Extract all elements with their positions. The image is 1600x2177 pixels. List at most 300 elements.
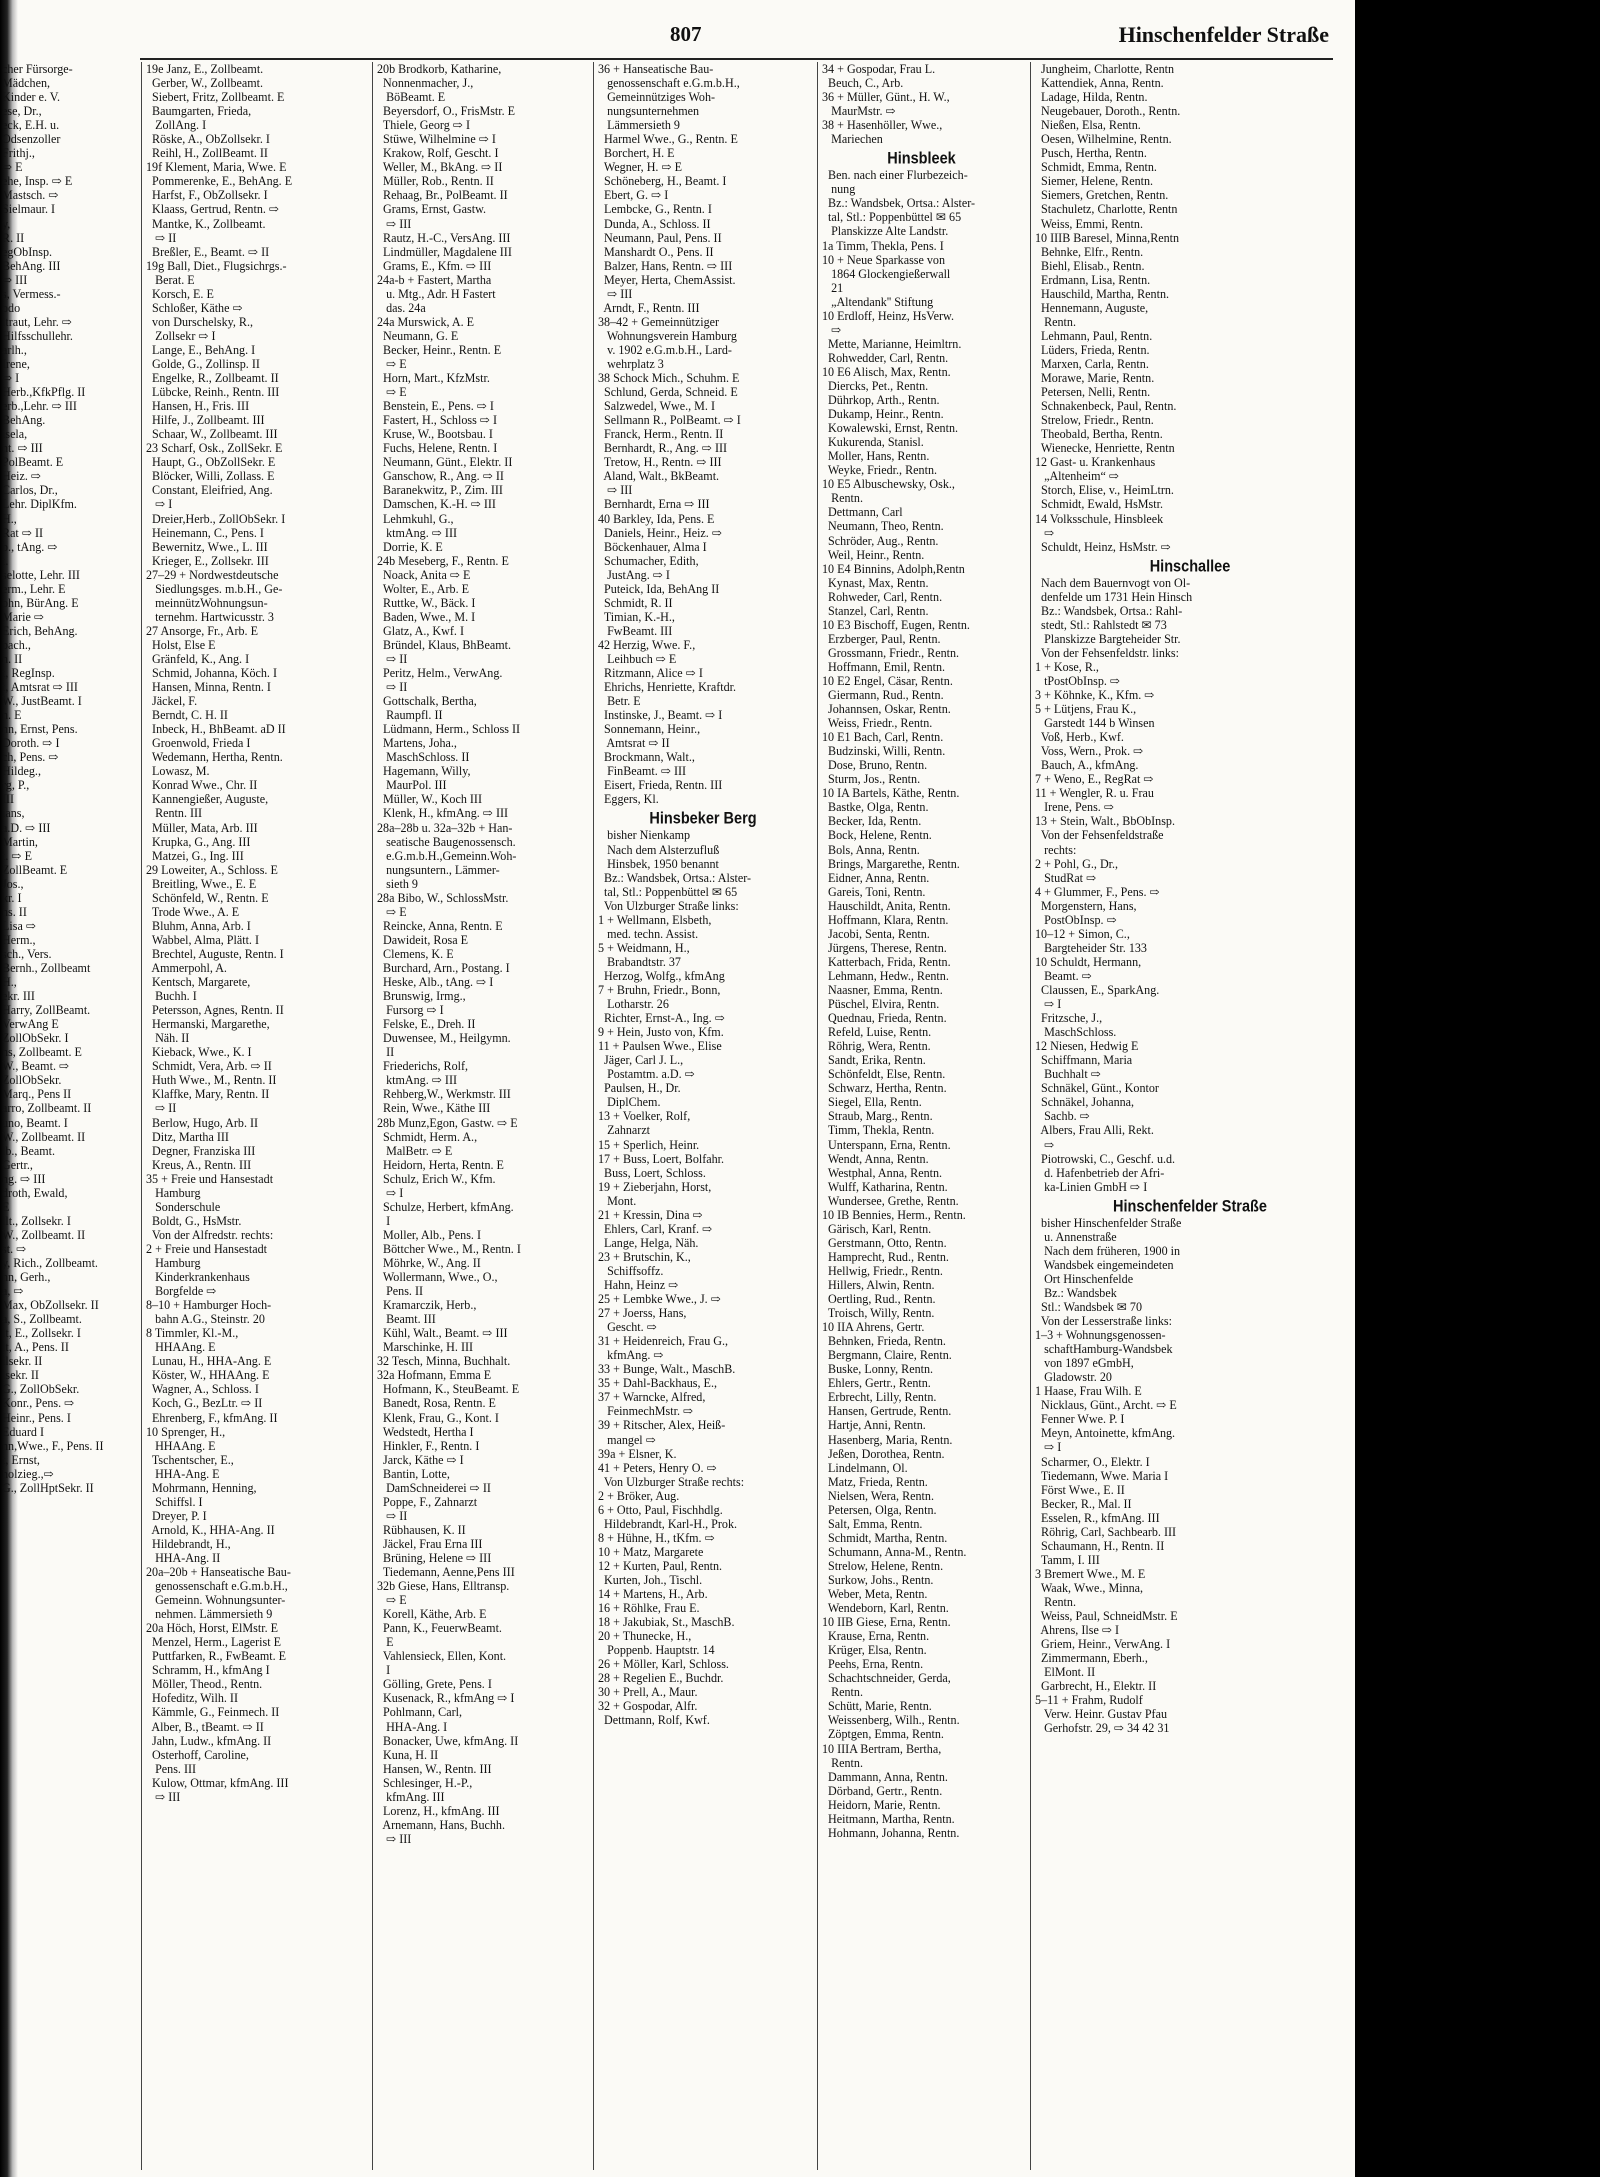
directory-entry-line: 42 Herzig, Wwe. F.,	[598, 637, 696, 652]
directory-entry-line: Heske, Alb., tAng. ⇨ I	[377, 975, 494, 990]
directory-entry-line: Huth Wwe., M., Rentn. II	[146, 1073, 277, 1088]
directory-entry-line: Felske, E., Dreh. II	[377, 1017, 476, 1032]
directory-entry-line: Rohweder, Carl, Rentn.	[822, 589, 943, 604]
directory-entry-line: Peehs, Erna, Rentn.	[822, 1657, 924, 1672]
column-3	[598, 62, 814, 2170]
directory-entry-line: Püschel, Elvira, Rentn.	[822, 997, 940, 1012]
directory-entry-line: 1 + Wellmann, Elsbeth,	[598, 912, 712, 927]
directory-entry-line: 6 + Otto, Paul, Fischhdlg.	[598, 1502, 723, 1517]
directory-entry-line: Mohrmann, Henning,	[146, 1480, 257, 1495]
directory-entry-line: 15 + Sperlich, Heinr.	[598, 1137, 700, 1152]
fragment-line: lsekr. II	[2, 1368, 39, 1383]
fragment-line: Eduard I	[2, 1424, 44, 1439]
directory-entry-line: Damschen, K.-H. ⇨ III	[377, 497, 496, 512]
directory-entry-line: ⇨	[1035, 525, 1055, 540]
directory-entry-line: Hasenberg, Maria, Rentn.	[822, 1432, 953, 1447]
directory-entry-line: Oesen, Wilhelmine, Rentn.	[1035, 132, 1172, 147]
page-title: Hinschenfelder Straße	[1118, 22, 1329, 47]
directory-entry-line: Verw. Heinr. Gustav Pfau	[1035, 1707, 1168, 1722]
fragment-line: nt. ⇨ III	[2, 441, 43, 456]
directory-entry-line: Refeld, Luise, Rentn.	[822, 1025, 932, 1040]
directory-entry-line: 10 + Neue Sparkasse von	[822, 252, 946, 267]
fragment-line: ilsekr. II	[2, 1354, 43, 1369]
directory-entry-line: 41 + Peters, Henry O. ⇨	[598, 1460, 717, 1475]
directory-entry-line: 10 IIB Giese, Erna, Rentn.	[822, 1615, 951, 1630]
directory-entry-line: Poppenb. Hauptstr. 14	[598, 1643, 715, 1658]
directory-entry-line: Paulsen, H., Dr.	[598, 1081, 681, 1096]
page-number: 807	[670, 22, 702, 46]
directory-entry-line: Lange, E., BehAng. I	[146, 342, 256, 357]
directory-entry-line: Dunda, A., Schloss. II	[598, 216, 711, 231]
fragment-line: Konr., Pens. ⇨	[2, 1396, 75, 1411]
fragment-line: Rat ⇨ II	[2, 525, 44, 540]
directory-entry-line: Schönfeldt, Else, Rentn.	[822, 1067, 946, 1082]
directory-entry-line: 10 IIA Ahrens, Gertr.	[822, 1320, 925, 1335]
directory-entry-line: 3 + Köhnke, K., Kfm. ⇨	[1035, 688, 1155, 703]
directory-entry-line: Jürgens, Therese, Rentn.	[822, 940, 947, 955]
directory-entry-line: Neumann, G. E	[377, 328, 459, 343]
directory-entry-line: Rautz, H.-C., VersAng. III	[377, 230, 511, 245]
directory-entry-line: Rein, Wwe., Käthe III	[377, 1101, 491, 1116]
directory-entry-line: ⇨ III	[598, 286, 633, 301]
fragment-line: erb.,Lehr. ⇨ III	[2, 399, 77, 414]
street-heading: Hinsbleek	[887, 150, 956, 169]
fragment-line: ZollBeamt. E	[2, 862, 68, 877]
directory-entry-line: Grossmann, Friedr., Rentn.	[822, 645, 960, 660]
directory-entry-line: Albers, Frau Alli, Rekt.	[1035, 1123, 1154, 1138]
directory-entry-line: 1 + Kose, R.,	[1035, 659, 1099, 674]
directory-entry-line: 24a Murswick, A. E	[377, 314, 475, 329]
directory-entry-line: Becker, R., Mal. II	[1035, 1496, 1132, 1511]
directory-entry-line: Hermanski, Margarethe,	[146, 1017, 270, 1032]
directory-entry-line: 10 Schuldt, Hermann,	[1035, 954, 1142, 969]
directory-entry-line: Trode Wwe., A. E	[146, 904, 240, 919]
directory-entry-line: 20 + Thunecke, H.,	[598, 1629, 692, 1644]
fragment-line: G., ZollHptSekr. II	[2, 1480, 94, 1495]
directory-entry-line: 33 + Bunge, Walt., MaschB.	[598, 1362, 736, 1377]
directory-entry-line: Claussen, E., SparkAng.	[1035, 983, 1160, 997]
directory-entry-line: 19g Ball, Diet., Flugsichrgs.-	[146, 258, 287, 273]
directory-entry-line: Bz.: Wandsbek, Ortsa.: Rahl-	[1035, 603, 1183, 618]
directory-entry-line: Brunswig, Irmg.,	[377, 989, 466, 1004]
directory-entry-line: Duwensee, M., Heilgymn.	[377, 1031, 511, 1046]
fragment-line: Kinder e. V.	[2, 90, 60, 105]
directory-entry-line: Poppe, F., Zahnarzt	[377, 1494, 478, 1509]
directory-entry-line: 39 + Ritscher, Alex, Heiß-	[598, 1418, 726, 1433]
directory-entry-line: Groenwold, Frieda I	[146, 736, 251, 751]
directory-entry-line: Erzberger, Paul, Rentn.	[822, 631, 941, 646]
directory-entry-line: 28a Bibo, W., SchlossMstr.	[377, 890, 509, 905]
directory-entry-line: PostObInsp. ⇨	[1035, 912, 1117, 927]
directory-entry-line: Weiss, Friedr., Rentn.	[822, 716, 933, 731]
directory-entry-line: Buss, Loert, Schloss.	[598, 1165, 706, 1180]
directory-entry-line: Krupka, G., Ang. III	[146, 834, 251, 849]
directory-entry-line: Moller, Alb., Pens. I	[377, 1227, 481, 1242]
directory-entry-line: genossenschaft e.G.m.b.H.,	[146, 1579, 288, 1594]
directory-entry-line: Storch, Elise, v., HeimLtrn.	[1035, 483, 1174, 498]
directory-entry-line: Heidorn, Marie, Rentn.	[822, 1797, 941, 1812]
directory-entry-line: Wolter, E., Arb. E	[377, 581, 470, 596]
directory-entry-line: Wandsbek eingemeindeten	[1035, 1257, 1174, 1272]
directory-entry-line: Kynast, Max, Rentn.	[822, 575, 929, 590]
directory-entry-line: 5 + Weidmann, H.,	[598, 940, 690, 955]
directory-entry-line: Aland, Walt., BkBeamt.	[598, 469, 720, 484]
directory-entry-line: 17 + Buss, Loert, Bolfahr.	[598, 1151, 725, 1166]
directory-entry-line: Von der Lesserstraße links:	[1035, 1314, 1172, 1329]
directory-entry-line: Engelke, R., Zollbeamt. II	[146, 371, 279, 386]
directory-entry-line: Jungheim, Charlotte, Rentn	[1035, 62, 1175, 76]
directory-entry-line: Clemens, K. E	[377, 946, 454, 961]
directory-entry-line: kfmAng. ⇨	[598, 1348, 664, 1363]
directory-entry-line: Wedemann, Hertha, Rentn.	[146, 750, 283, 765]
directory-entry-line: DamSchneiderei ⇨ II	[377, 1480, 491, 1495]
directory-entry-line: sieth 9	[377, 876, 418, 891]
header-rule	[140, 58, 1333, 60]
directory-entry-line: Westphal, Anna, Rentn.	[822, 1165, 943, 1180]
directory-entry-line: Gerber, W., Zollbeamt.	[146, 76, 264, 91]
directory-entry-line: „Altendank'' Stiftung	[822, 294, 934, 309]
directory-entry-line: Baumgarten, Frieda,	[146, 104, 252, 119]
directory-entry-line: Kurten, Joh., Tischl.	[598, 1572, 703, 1587]
directory-entry-line: Jäger, Carl J. L.,	[598, 1053, 684, 1068]
directory-entry-line: Mariechen	[822, 132, 883, 147]
fragment-line: Bernh., Zollbeamt	[2, 961, 91, 975]
directory-entry-line: Horn, Mart., KfzMstr.	[377, 371, 490, 386]
fragment-line: R. II	[2, 230, 25, 245]
directory-entry-line: Friederichs, Rolf,	[377, 1059, 469, 1074]
fragment-line: Hilfsschullehr.	[2, 328, 73, 343]
fragment-line: W., Beamt. ⇨	[2, 1059, 70, 1074]
directory-entry-line: Borchert, H. E	[598, 146, 675, 161]
directory-entry-line: 30 + Prell, A., Maur.	[598, 1685, 698, 1700]
fragment-line: PolBeamt. E	[2, 455, 64, 470]
directory-entry-line: E	[377, 1635, 394, 1650]
fragment-line: Mastsch. ⇨	[2, 188, 59, 203]
directory-entry-line: med. techn. Assist.	[598, 926, 699, 941]
fragment-line: ng. ⇨ III	[2, 1171, 46, 1186]
directory-entry-line: Scharmer, O., Elektr. I	[1035, 1454, 1150, 1469]
directory-entry-line: 38 Schock Mich., Schuhm. E	[598, 371, 740, 386]
directory-entry-line: 23 Scharf, Osk., ZollSekr. E	[146, 441, 283, 456]
directory-entry-line: Gölling, Grete, Pens. I	[377, 1677, 492, 1692]
directory-entry-line: Zahnarzt	[598, 1123, 651, 1138]
directory-entry-line: Nach dem Bauernvogt von Ol-	[1035, 575, 1191, 590]
directory-entry-line: Fursorg ⇨ I	[377, 1003, 444, 1018]
directory-entry-line: 27 Ansorge, Fr., Arb. E	[146, 623, 258, 638]
directory-entry-line: Heitmann, Martha, Rentn.	[822, 1811, 955, 1826]
directory-entry-line: ⇨ E	[377, 1593, 407, 1608]
directory-entry-line: Becker, Heinr., Rentn. E	[377, 342, 502, 357]
fragment-line: E	[2, 1199, 10, 1214]
directory-entry-line: Surkow, Johs., Rentn.	[822, 1572, 934, 1587]
directory-entry-line: Nach dem früheren, 1900 in	[1035, 1243, 1181, 1258]
directory-entry-line: Bastke, Olga, Rentn.	[822, 800, 929, 815]
directory-entry-line: Vahlensieck, Ellen, Kont.	[377, 1649, 507, 1664]
directory-entry-line: 24b Meseberg, F., Rentn. E	[377, 553, 509, 568]
directory-entry-line: Tamm, I. III	[1035, 1552, 1100, 1567]
fragment-line: Frithj.,	[2, 146, 35, 161]
directory-entry-line: 5–11 + Frahm, Rudolf	[1035, 1693, 1143, 1708]
directory-entry-line: Blöcker, Willi, Zollass. E	[146, 469, 275, 484]
directory-entry-line: 19e Janz, E., Zollbeamt.	[146, 62, 264, 76]
directory-entry-line: 21	[822, 280, 844, 295]
directory-entry-line: Schütt, Marie, Rentn.	[822, 1699, 932, 1714]
directory-entry-line: Hinkler, F., Rentn. I	[377, 1438, 480, 1453]
directory-entry-line: „Altenheim“ ⇨	[1035, 469, 1120, 484]
directory-entry-line: Schmidt, Vera, Arb. ⇨ II	[146, 1059, 272, 1074]
fragment-line: n. E	[2, 708, 22, 723]
directory-entry-line: 19f Klement, Maria, Wwe. E	[146, 160, 287, 175]
fragment-line: Irene,	[2, 356, 30, 371]
fragment-line: lb., Beamt.	[2, 1143, 56, 1158]
fragment-line: Harry, ZollBeamt.	[2, 1003, 91, 1018]
directory-entry-line: 26 + Möller, Karl, Schloss.	[598, 1657, 729, 1672]
directory-entry-line: Hellwig, Friedr., Rentn.	[822, 1263, 943, 1278]
directory-entry-line: seatische Baugenossensch.	[377, 834, 516, 849]
directory-entry-line: Bluhm, Anna, Arb. I	[146, 918, 251, 933]
directory-entry-line: Bernhardt, R., Ang. ⇨ III	[598, 441, 728, 456]
directory-entry-line: Koch, G., BezLtr. ⇨ II	[146, 1396, 263, 1411]
directory-entry-line: Salzwedel, Wwe., M. I	[598, 399, 715, 414]
directory-entry-line: Ditz, Martha III	[146, 1129, 229, 1144]
directory-entry-line: Stüwe, Wilhelmine ⇨ I	[377, 132, 496, 147]
fragment-line: ns. II	[2, 904, 27, 919]
directory-entry-line: 2 + Freie und Hansestadt	[146, 1241, 268, 1256]
directory-entry-line: 35 + Freie und Hansestadt	[146, 1171, 274, 1186]
directory-entry-line: Nielsen, Wera, Rentn.	[822, 1488, 934, 1503]
directory-entry-line: Tschentscher, E.,	[146, 1452, 234, 1467]
directory-entry-line: Jeßen, Dorothea, Rentn.	[822, 1446, 945, 1461]
directory-entry-line: Sandt, Erika, Rentn.	[822, 1053, 926, 1068]
directory-entry-line: Schmidt, Emma, Rentn.	[1035, 160, 1157, 175]
directory-entry-line: Schaar, W., Zollbeamt. III	[146, 427, 278, 442]
directory-entry-line: Zimmermann, Eberh.,	[1035, 1651, 1148, 1666]
directory-entry-line: Hansen, Gertrude, Rentn.	[822, 1404, 952, 1419]
directory-entry-line: Dukamp, Heinr., Rentn.	[822, 407, 944, 422]
fragment-line: rg, P.,	[2, 778, 30, 793]
directory-entry-line: Herzog, Wolfg., kfmAng	[598, 968, 725, 983]
directory-entry-line: kfmAng. III	[377, 1789, 445, 1804]
directory-entry-line: Pens. III	[146, 1761, 197, 1776]
directory-entry-line: Griem, Heinr., VerwAng. I	[1035, 1637, 1171, 1652]
directory-entry-line: Gescht. ⇨	[598, 1320, 657, 1335]
directory-entry-line: Lotharstr. 26	[598, 997, 669, 1012]
directory-entry-line: Kuna, H. II	[377, 1747, 439, 1762]
directory-entry-line: 32 + Gospodar, Alfr.	[598, 1699, 698, 1714]
directory-entry-line: Krieger, E., Zollsekr. III	[146, 553, 269, 568]
directory-entry-line: Garstedt 144 b Winsen	[1035, 716, 1155, 731]
fragment-line: t, RegInsp.	[2, 666, 55, 681]
directory-entry-line: Menzel, Herm., Lagerist E	[146, 1635, 281, 1650]
directory-entry-line: Dörband, Gertr., Rentn.	[822, 1783, 943, 1798]
directory-entry-line: denfelde um 1731 Hein Hinsch	[1035, 589, 1193, 604]
directory-entry-line: 13 + Voelker, Rolf,	[598, 1109, 691, 1124]
directory-entry-line: 21 + Kressin, Dina ⇨	[598, 1207, 703, 1222]
fragment-line: lt, E., Zollsekr. I	[2, 1326, 81, 1341]
directory-entry-line: Ben. nach einer Flurbezeich-	[822, 168, 968, 183]
directory-entry-line: 1864 Glockengießerwall	[822, 266, 951, 281]
directory-entry-line: 36 + Hanseatische Bau-	[598, 62, 714, 76]
directory-entry-line: Schlesinger, H.-P.,	[377, 1775, 473, 1790]
directory-entry-line: Jahn, Ludw., kfmAng. II	[146, 1733, 272, 1748]
directory-entry-line: Piotrowski, C., Geschf. u.d.	[1035, 1151, 1176, 1166]
fragment-line: BehAng.	[2, 413, 46, 428]
directory-entry-line: Schnakenbeck, Paul, Rentn.	[1035, 399, 1177, 414]
directory-entry-line: 3 Bremert Wwe., M. E	[1035, 1566, 1146, 1581]
directory-entry-line: Siemer, Helene, Rentn.	[1035, 174, 1154, 189]
directory-entry-line: Klaffke, Mary, Rentn. II	[146, 1087, 270, 1102]
directory-entry-line: Straub, Marg., Rentn.	[822, 1109, 933, 1124]
directory-entry-line: I	[377, 1213, 391, 1228]
directory-entry-line: Sachb. ⇨	[1035, 1109, 1090, 1124]
directory-entry-line: Nießen, Elsa, Rentn.	[1035, 118, 1141, 133]
directory-entry-line: Bewernitz, Wwe., L. III	[146, 539, 268, 554]
directory-entry-line: 10–12 + Simon, C.,	[1035, 926, 1130, 941]
fragment-line: llt., Zollsekr. I	[2, 1213, 71, 1228]
directory-entry-line: Hofmann, K., SteuBeamt. E	[377, 1382, 520, 1397]
directory-entry-line: Manshardt O., Pens. II	[598, 244, 714, 259]
directory-entry-line: Planskizze Bargteheider Str.	[1035, 631, 1181, 646]
directory-entry-line: Sturm, Jos., Rentn.	[822, 772, 921, 787]
directory-entry-line: Instinske, J., Beamt. ⇨ I	[598, 708, 723, 723]
directory-entry-line: Stanzel, Carl, Rentn.	[822, 603, 929, 618]
directory-entry-line: Schramm, H., kfmAng I	[146, 1663, 270, 1678]
directory-entry-line: Hinsbek, 1950 benannt	[598, 856, 719, 871]
directory-entry-line: Wegner, H. ⇨ E	[598, 160, 683, 175]
directory-entry-line: Neumann, Theo, Rentn.	[822, 519, 944, 534]
directory-entry-line: Ehrichs, Henriette, Kraftdr.	[598, 680, 737, 695]
directory-entry-line: 38–42 + Gemeinnütziger	[598, 314, 720, 329]
directory-entry-line: Leihbuch ⇨ E	[598, 651, 677, 666]
directory-entry-line: Berlow, Hugo, Arb. II	[146, 1115, 259, 1130]
directory-entry-line: 13 + Stein, Walt., BbObInsp.	[1035, 814, 1175, 829]
directory-entry-line: 31 + Heidenreich, Frau G.,	[598, 1334, 729, 1349]
directory-entry-line: Lehmkuhl, G.,	[377, 511, 454, 526]
directory-entry-line: Amtsrat ⇨ II	[598, 736, 670, 751]
directory-entry-line: Rohwedder, Carl, Rentn.	[822, 350, 949, 365]
directory-entry-line: StudRat ⇨	[1035, 870, 1097, 885]
directory-entry-line: 7 + Bruhn, Friedr., Bonn,	[598, 983, 721, 997]
directory-entry-line: ⇨ II	[377, 680, 408, 695]
directory-entry-line: II	[377, 1045, 395, 1060]
directory-entry-line: wehrplatz 3	[598, 356, 664, 371]
directory-entry-line: Kannengießer, Auguste,	[146, 792, 269, 807]
fragment-line: a, ⇨	[2, 1284, 24, 1299]
directory-entry-line: Schöneberg, H., Beamt. I	[598, 174, 727, 189]
directory-entry-line: ⇨ I	[1035, 997, 1062, 1012]
fragment-line: egObInsp.	[2, 244, 53, 259]
fragment-line: Max, ObZollsekr. II	[2, 1298, 99, 1313]
directory-entry-line: Nicklaus, Günt., Archt. ⇨ E	[1035, 1398, 1177, 1413]
directory-entry-line: Daniels, Heinr., Heiz. ⇨	[598, 525, 722, 540]
directory-entry-line: 5 + Lütjens, Frau K.,	[1035, 702, 1137, 717]
directory-entry-line: 1 Haase, Frau Wilh. E	[1035, 1384, 1142, 1399]
fragment-line: Martin,	[2, 834, 38, 849]
directory-entry-line: Böttcher Wwe., M., Rentn. I	[377, 1241, 521, 1256]
directory-entry-line: Von Ulzburger Straße links:	[598, 898, 739, 913]
directory-entry-line: Hauschildt, Anita, Rentn.	[822, 898, 951, 913]
directory-entry-line: Hansen, H., Fris. III	[146, 399, 250, 414]
directory-entry-line: 40 Barkley, Ida, Pens. E	[598, 511, 715, 526]
street-heading: Hinsbeker Berg	[649, 810, 757, 829]
directory-entry-line: DiplChem.	[598, 1095, 661, 1110]
directory-entry-line: Wendt, Anna, Rentn.	[822, 1151, 929, 1166]
directory-entry-line: Pens. II	[377, 1284, 424, 1299]
directory-entry-line: Quednau, Frieda, Rentn.	[822, 1011, 947, 1026]
directory-entry-line: Müller, Mata, Arb. III	[146, 820, 258, 835]
directory-entry-line: Strelow, Friedr., Rentn.	[1035, 413, 1154, 428]
directory-entry-line: JustAng. ⇨ I	[598, 567, 670, 582]
directory-entry-line: Breßler, E., Beamt. ⇨ II	[146, 244, 270, 259]
directory-entry-line: 11 + Wengler, R. u. Frau	[1035, 786, 1154, 801]
directory-entry-line: Neumann, Paul, Pens. II	[598, 230, 722, 245]
directory-entry-line: Brabandtstr. 37	[598, 954, 681, 969]
directory-entry-line: ktmAng. ⇨ III	[377, 1073, 457, 1088]
fragment-line: Odsenzoller	[2, 132, 61, 147]
fragment-line: y,	[2, 216, 11, 231]
fragment-line: nn, Ernst, Pens.	[2, 722, 78, 737]
directory-entry-line: Gärisch, Karl, Rentn.	[822, 1221, 932, 1236]
directory-entry-line: 11 + Paulsen Wwe., Elise	[598, 1039, 722, 1054]
directory-entry-line: 12 Niesen, Hedwig E	[1035, 1039, 1139, 1054]
directory-entry-line: Wundersee, Grethe, Rentn.	[822, 1193, 959, 1208]
directory-entry-line: Korsch, E. E	[146, 286, 214, 301]
directory-entry-line: 12 + Kurten, Paul, Rentn.	[598, 1558, 723, 1573]
directory-entry-line: 2 + Bröker, Aug.	[598, 1488, 680, 1503]
directory-entry-line: Lüdmann, Herm., Schloss II	[377, 722, 521, 737]
directory-entry-line: 10 IIIA Bertram, Bertha,	[822, 1741, 942, 1756]
directory-entry-line: Schmidt, Martha, Rentn.	[822, 1530, 948, 1545]
directory-entry-line: bahn A.G., Steinstr. 20	[146, 1312, 265, 1327]
directory-entry-line: Gemeinnütziges Woh-	[598, 90, 716, 105]
street-heading: Hinschallee	[1149, 557, 1231, 576]
directory-entry-line: Siedlungsges. m.b.H., Ge-	[146, 581, 283, 596]
directory-entry-line: Tiedemann, Wwe. Maria I	[1035, 1468, 1169, 1483]
directory-entry-line: Schlund, Gerda, Schneid. E	[598, 385, 738, 400]
column-divider	[372, 62, 373, 2170]
directory-entry-line: 39a + Elsner, K.	[598, 1446, 677, 1461]
directory-entry-line: Hahn, Heinz ⇨	[598, 1277, 679, 1292]
directory-entry-line: 10 E5 Albuschewsky, Osk.,	[822, 477, 955, 492]
directory-entry-line: Lehmann, Hedw., Rentn.	[822, 968, 949, 983]
directory-entry-line: Reihl, H., ZollBeamt. II	[146, 146, 268, 161]
directory-entry-line: e.G.m.b.H.,Gemeinn.Woh-	[377, 848, 517, 863]
fragment-line: H.,	[2, 511, 17, 526]
directory-entry-line: Postamtm. a.D. ⇨	[598, 1067, 695, 1082]
directory-entry-line: Banedt, Rosa, Rentn. E	[377, 1396, 496, 1411]
directory-entry-line: Von der Fehsenfeldstr. links:	[1035, 645, 1180, 660]
directory-entry-line: Hoffmann, Klara, Rentn.	[822, 912, 949, 927]
fragment-line: droth, Ewald,	[2, 1185, 68, 1200]
directory-entry-line: Wohnungsverein Hamburg	[598, 328, 737, 343]
directory-entry-line: Stachuletz, Charlotte, Rentn	[1035, 202, 1178, 217]
directory-entry-line: ⇨ I	[1035, 1440, 1062, 1455]
directory-entry-line: Brechtel, Auguste, Rentn. I	[146, 946, 284, 961]
fragment-line: uno, Beamt. I	[2, 1115, 68, 1130]
directory-entry-line: Degner, Franziska III	[146, 1143, 256, 1158]
directory-entry-line: Brings, Margarethe, Rentn.	[822, 856, 960, 871]
column-2	[377, 62, 590, 2170]
fragment-line: ZollObSekr.	[2, 1073, 62, 1088]
directory-entry-line: Klenk, H., kfmAng. ⇨ III	[377, 806, 509, 821]
left-page-fragment	[0, 62, 140, 2170]
directory-entry-line: 1–3 + Wohnungsgenossen-	[1035, 1328, 1166, 1343]
directory-entry-line: Dammann, Anna, Rentn.	[822, 1769, 948, 1784]
directory-entry-line: 19 + Zieberjahn, Horst,	[598, 1179, 712, 1194]
directory-entry-line: Haupt, G., ObZollSekr. E	[146, 455, 276, 470]
directory-entry-line: Schnäkel, Günt., Kontor	[1035, 1081, 1159, 1096]
directory-entry-line: Heidorn, Herta, Rentn. E	[377, 1157, 504, 1172]
